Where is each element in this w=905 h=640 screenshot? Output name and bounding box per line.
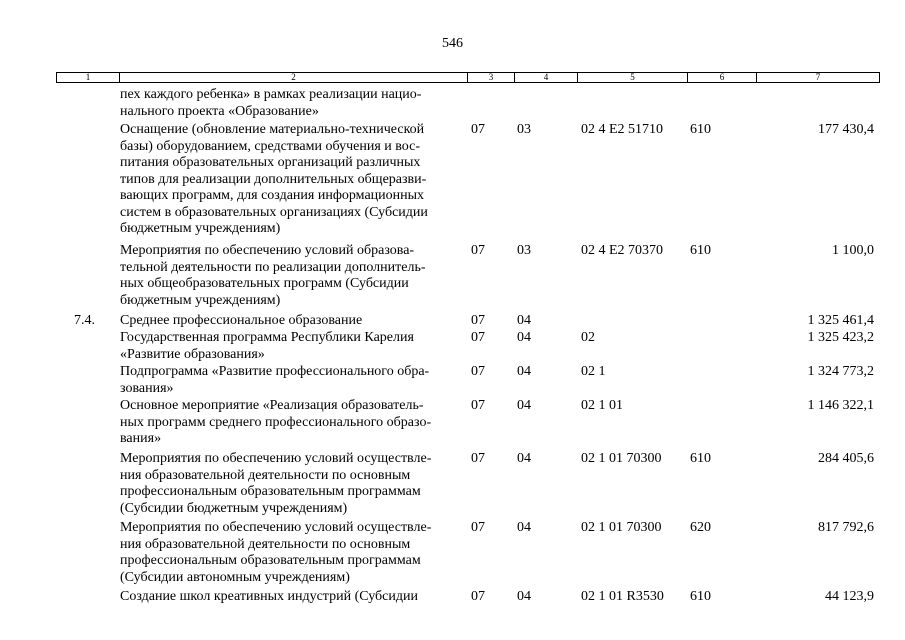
row-amount: 817 792,6 [818,520,874,535]
row-subsection: 04 [517,330,531,345]
row-description: Мероприятия по обеспечению условий осуществле- ния образовательной деятельности по основным профессиональным образовательным программам (Субсидии бюджетным учреждениям) [120,451,432,516]
row-target-article: 02 4 E2 70370 [581,243,664,258]
header-col-5: 5 [578,73,688,82]
row-amount: 1 325 461,4 [807,313,874,328]
header-col-6: 6 [688,73,757,82]
row-description: Оснащение (обновление материально-технической базы) оборудованием, средствами обучения и вос- питания образовательных организаций различных типов для реализации дополнительных общеразви- вающих программ, для создания информационных систем в образовательных организациях (Субсидии бюджетным учреждениям) [120,122,428,236]
row-amount: 1 146 322,1 [807,398,874,413]
row-section: 07 [471,122,485,137]
row-description: Мероприятия по обеспечению условий образова- тельной деятельности по реализации дополнитель- ных общеобразовательных программ (Субсидии бюджетным учреждениям) [120,243,426,308]
row-target-article: 02 1 01 R3530 [581,589,664,604]
header-col-4: 4 [515,73,578,82]
row-target-article: 02 [581,330,595,345]
row-number: 7.4. [74,313,95,328]
row-section: 07 [471,313,485,328]
row-expense-type: 610 [690,243,711,258]
row-description: Подпрограмма «Развитие профессионального обра- зования» [120,364,430,396]
row-expense-type: 610 [690,451,711,466]
row-section: 07 [471,589,485,604]
row-section: 07 [471,520,485,535]
row-subsection: 03 [517,122,531,137]
row-expense-type: 620 [690,520,711,535]
row-subsection: 04 [517,451,531,466]
row-subsection: 04 [517,589,531,604]
header-col-3: 3 [468,73,515,82]
row-subsection: 04 [517,398,531,413]
row-section: 07 [471,364,485,379]
row-description: Основное мероприятие «Реализация образователь- ных программ среднего профессионального образо- вания» [120,398,432,446]
row-amount: 1 325 423,2 [807,330,874,345]
row-subsection: 04 [517,364,531,379]
row-subsection: 03 [517,243,531,258]
row-target-article: 02 4 E2 51710 [581,122,664,137]
row-section: 07 [471,243,485,258]
row-target-article: 02 1 01 [581,398,623,413]
row-description: Мероприятия по обеспечению условий осуществле- ния образовательной деятельности по основным профессиональным образовательным программам (Субсидии автономным учреждениям) [120,520,432,585]
row-amount: 1 100,0 [832,243,874,258]
row-amount: 177 430,4 [818,122,874,137]
row-amount: 1 324 773,2 [807,364,874,379]
row-target-article: 02 1 [581,364,606,379]
page-number: 546 [442,36,463,51]
row-description: пех каждого ребенка» в рамках реализации нацио- нального проекта «Образование» [120,87,422,119]
row-target-article: 02 1 01 70300 [581,451,662,466]
row-expense-type: 610 [690,589,711,604]
row-description: Среднее профессиональное образование [120,313,363,328]
row-section: 07 [471,398,485,413]
row-expense-type: 610 [690,122,711,137]
row-amount: 44 123,9 [825,589,874,604]
row-subsection: 04 [517,313,531,328]
row-target-article: 02 1 01 70300 [581,520,662,535]
row-subsection: 04 [517,520,531,535]
row-section: 07 [471,451,485,466]
row-amount: 284 405,6 [818,451,874,466]
row-description: Создание школ креативных индустрий (Субсидии [120,589,418,604]
row-section: 07 [471,330,485,345]
row-description: Государственная программа Республики Карелия «Развитие образования» [120,330,414,362]
header-col-2: 2 [120,73,468,82]
table-header [56,72,880,83]
header-col-1: 1 [57,73,120,82]
header-col-7: 7 [815,72,821,82]
